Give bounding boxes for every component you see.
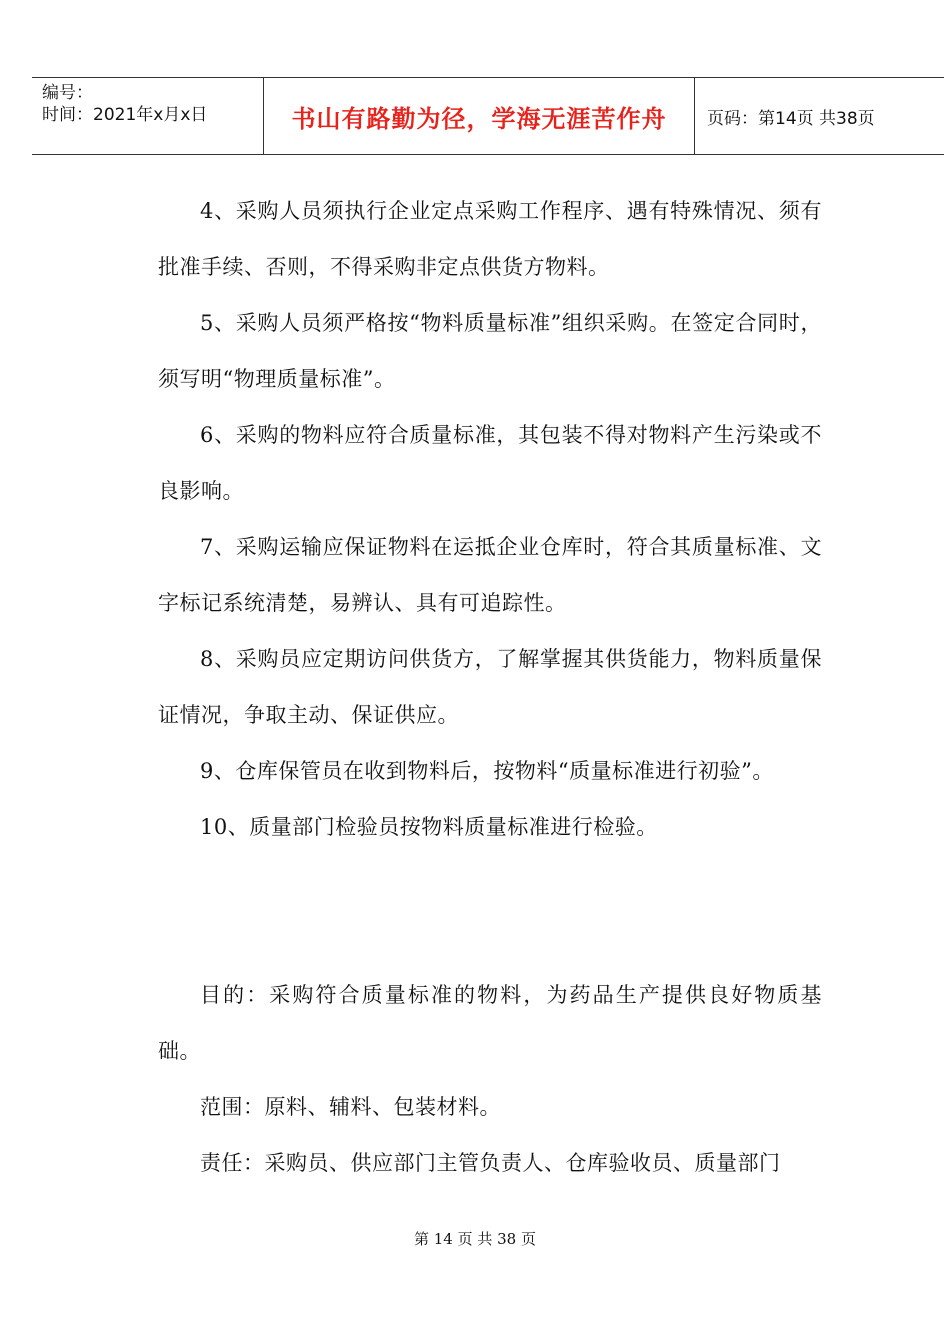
paragraph: 范围：原料、辅料、包装材料。 [200,1095,501,1119]
page-footer: 第 14 页 共 38 页 [413,1230,536,1248]
header-meta [32,78,264,155]
paragraph: 10、质量部门检验员按物料质量标准进行检验。 [200,815,658,839]
document-body [158,183,822,1191]
paragraph: 4、采购人员须执行企业定点采购工作程序、遇有特殊情况、须有批准手续、否则，不得采购非定点供货方物料。 [158,199,822,279]
paragraph: 8、采购员应定期访问供货方，了解掌握其供货能力，物料质量保证情况，争取主动、保证供应。 [158,647,822,727]
code-label: 编号： [42,83,93,103]
paragraph: 目的：采购符合质量标准的物料，为药品生产提供良好物质基础。 [158,983,822,1063]
header-page-label: 页码：第14页 共38页 [707,109,875,129]
page-header [32,77,944,155]
time-label: 时间：2021年x月x日 [42,105,208,125]
header-motto: 书山有路勤为径，学海无涯苦作舟 [264,78,695,155]
paragraph: 7、采购运输应保证物料在运抵企业仓库时，符合其质量标准、文字标记系统清楚，易辨认、具有可追踪性。 [158,535,822,615]
paragraph: 6、采购的物料应符合质量标准，其包装不得对物料产生污染或不良影响。 [158,423,822,503]
paragraph: 9、仓库保管员在收到物料后，按物料“质量标准进行初验”。 [200,759,774,783]
paragraph: 责任：采购员、供应部门主管负责人、仓库验收员、质量部门 [200,1151,781,1175]
section-gap [158,855,822,967]
paragraph: 5、采购人员须严格按“物料质量标准”组织采购。在签定合同时，须写明“物理质量标准”。 [158,311,822,391]
